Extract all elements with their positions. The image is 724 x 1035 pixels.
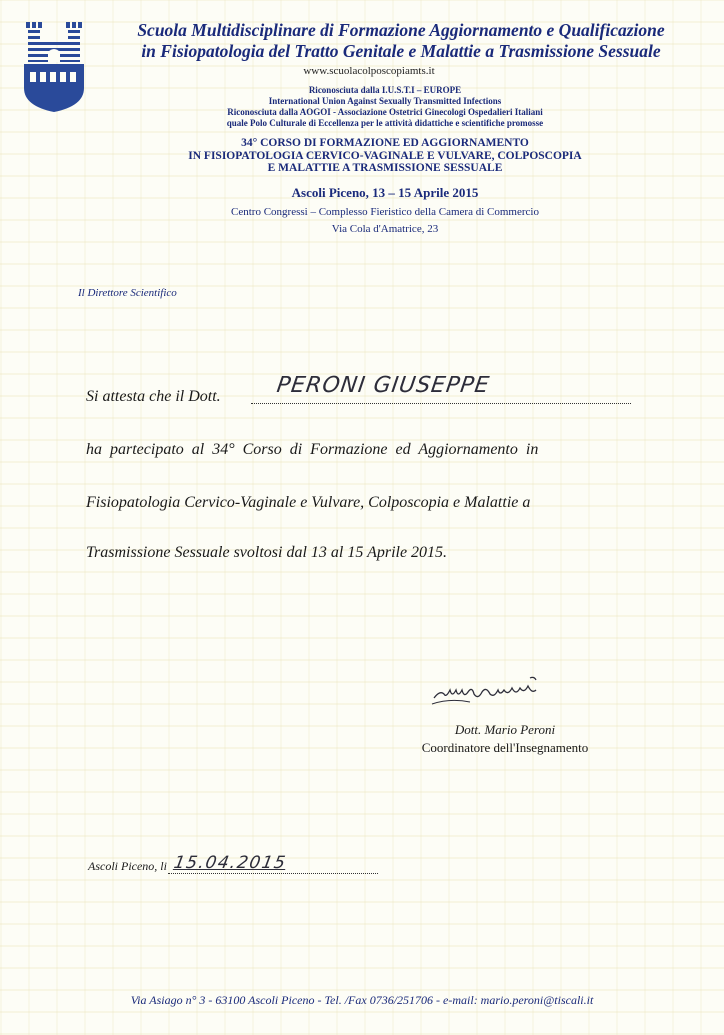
course-dates: Ascoli Piceno, 13 – 15 Aprile 2015 — [291, 185, 479, 200]
director-label: Il Direttore Scientifico — [78, 287, 177, 299]
place-label: Ascoli Piceno, li — [88, 859, 167, 873]
recognition-line: Riconosciuta dalla AOGOI - Associazione Ostetrici Ginecologi Ospedalieri Italiani — [227, 107, 543, 117]
school-title — [88, 20, 714, 62]
recognition-line: Riconosciuta dalla I.U.S.T.I – EUROPE — [308, 85, 462, 95]
signatory-role: Coordinatore dell'Insegnamento — [421, 740, 589, 755]
course-title — [70, 137, 700, 175]
venue-block — [70, 204, 700, 238]
attestation-name-line — [86, 373, 631, 415]
attestation-prefix: Si attesta che il Dott. — [86, 388, 221, 405]
school-title-line-1: Scuola Multidisciplinare di Formazione Aggiornamento e Qualificazione — [137, 20, 665, 40]
course-title-line: IN FISIOPATOLOGIA CERVICO-VAGINALE E VULVARE, COLPOSCOPIA — [188, 149, 582, 162]
course-title-line: 34° CORSO DI FORMAZIONE ED AGGIORNAMENTO — [241, 137, 529, 149]
attestation-text-line-3: Trasmissione Sessuale svoltosi dal 13 al 15 Aprile 2015. — [86, 544, 448, 561]
recognition-block — [70, 85, 700, 129]
attestation-text-line-1: ha partecipato al 34° Corso di Formazione ed Aggiornamento in — [86, 441, 539, 458]
handwritten-participant-name: PERONI GIUSEPPE — [275, 373, 492, 398]
course-title-line: E MALATTIE A TRASMISSIONE SESSUALE — [267, 162, 503, 174]
attestation-text-line-2: Fisiopatologia Cervico-Vaginale e Vulvare, Colposcopia e Malattie a — [86, 494, 531, 511]
venue-line-1: Centro Congressi – Complesso Fieristico della Camera di Commercio — [231, 206, 539, 218]
recognition-line: quale Polo Culturale di Eccellenza per le attività didattiche e scientifiche promosse — [226, 118, 544, 128]
handwritten-date: 15.04.2015 — [172, 853, 289, 873]
signatory-name: Dott. Mario Peroni — [454, 722, 556, 737]
recognition-line: International Union Against Sexually Transmitted Infections — [268, 96, 502, 106]
dotted-fill-line — [168, 873, 378, 874]
school-title-line-2: in Fisiopatologia del Tratto Genitale e Malattie a Trasmissione Sessuale — [141, 41, 661, 61]
footer-contact: Via Asiago n° 3 - 63100 Ascoli Piceno - Tel. /Fax 0736/251706 - e-mail: mario.peroni@tiscali.it — [130, 993, 594, 1007]
website-link[interactable]: www.scuolacolposcopiamts.it — [303, 65, 435, 77]
handwritten-signature — [430, 668, 550, 708]
venue-line-2: Via Cola d'Amatrice, 23 — [331, 223, 439, 235]
place-date-line — [88, 855, 378, 881]
